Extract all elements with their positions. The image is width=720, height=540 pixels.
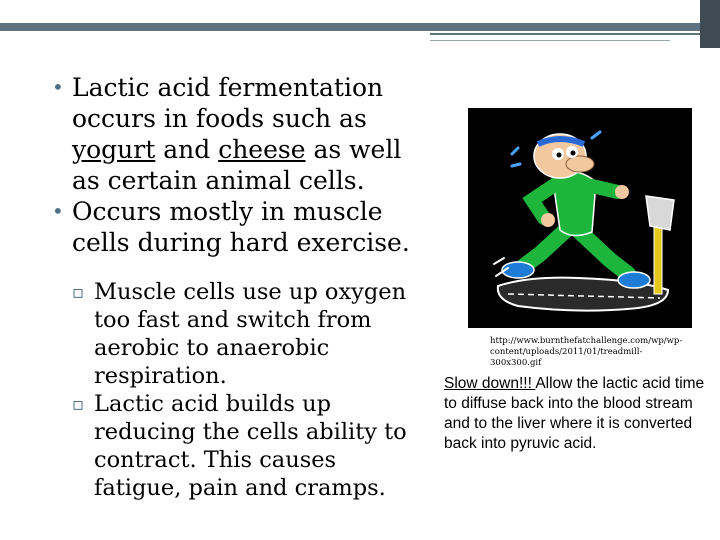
note-emphasis: Slow down!!! bbox=[444, 375, 536, 392]
subbullet-list bbox=[28, 278, 428, 502]
square-bullet-icon: ▫ bbox=[72, 282, 85, 303]
header-stripe-thin bbox=[430, 40, 670, 41]
bullet-text: and bbox=[155, 135, 219, 164]
header-band bbox=[0, 23, 700, 31]
treadmill-runner-illustration bbox=[468, 108, 692, 328]
treadmill-cartoon-image bbox=[468, 108, 692, 328]
subbullet-item bbox=[28, 390, 428, 502]
bullet-icon: • bbox=[52, 199, 64, 223]
yogurt-link[interactable]: yogurt bbox=[72, 135, 156, 164]
image-source-caption[interactable]: http://www.burnthefatchallenge.com/wp/wp-content/uploads/2011/01/treadmill-300x300.gif bbox=[490, 336, 683, 368]
bullet-item bbox=[28, 72, 428, 196]
square-bullet-icon: ▫ bbox=[72, 394, 85, 415]
bullet-text: Lactic acid fermentation occurs in foods such as bbox=[72, 73, 384, 133]
bullet-icon: • bbox=[52, 75, 64, 99]
bullet-text: as well as certain animal cells. bbox=[72, 135, 402, 195]
bullet-item bbox=[28, 196, 428, 258]
subbullet-item bbox=[28, 278, 428, 390]
content-left bbox=[28, 72, 428, 502]
cheese-link[interactable]: cheese bbox=[218, 135, 306, 164]
header-stripe bbox=[430, 33, 700, 35]
subbullet-text: Muscle cells use up oxygen too fast and switch from aerobic to anaerobic respiration. bbox=[94, 279, 407, 389]
note-text: Allow the lactic acid time to diffuse back into the blood stream and to the liver where it is converted back into pyruvic acid. bbox=[444, 375, 705, 452]
bullet-text: Occurs mostly in muscle cells during hard exercise. bbox=[72, 197, 410, 257]
corner-block bbox=[700, 0, 720, 48]
side-note bbox=[444, 374, 714, 454]
subbullet-text: Lactic acid builds up reducing the cells ability to contract. This causes fatigue, pain and cramps. bbox=[94, 391, 407, 501]
title-bar-decoration bbox=[0, 0, 720, 30]
